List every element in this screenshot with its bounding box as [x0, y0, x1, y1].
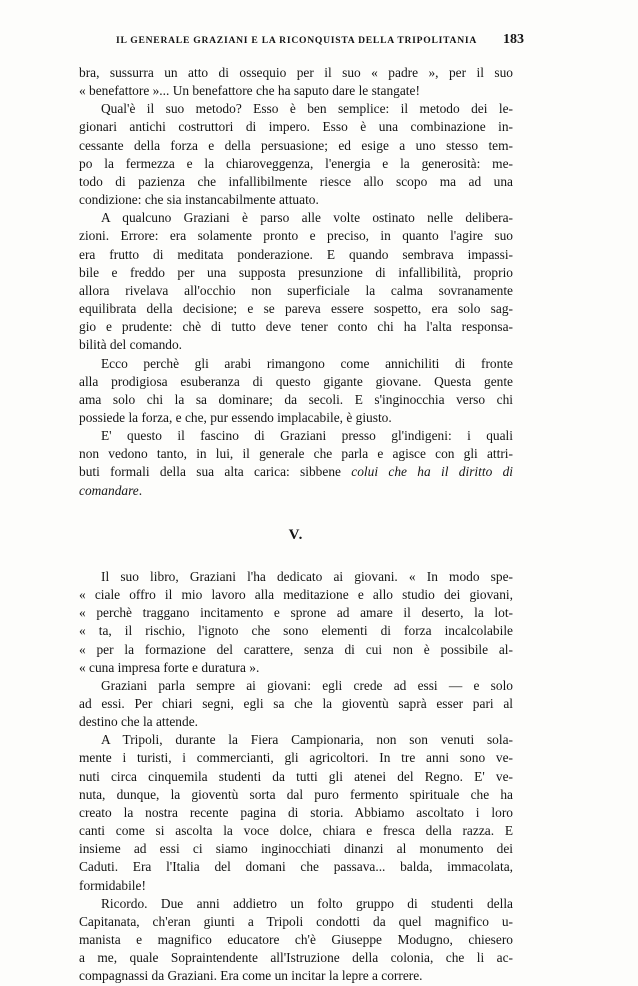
section-heading: V. [288, 526, 304, 543]
text-line: manista e magnifico educatore ch'è Giuseppe Modugno, chiesero [79, 932, 513, 948]
text-line: Il suo libro, Graziani l'ha dedicato ai giovani. « In modo spe- [101, 568, 513, 584]
text-line: destino che la attende. [79, 714, 198, 730]
text-line: ad essi. Per chiari segni, egli sa che la gioventù saprà esser pari al [79, 696, 513, 711]
text-line: non vedono tanto, in lui, il generale che parla e agisce con gli attri- [79, 446, 513, 462]
text-line: Qual'è il suo metodo? Esso è ben semplice: il metodo dei le- [101, 101, 513, 117]
italic-text: comandare [79, 482, 139, 498]
text-line: creato la nostra recente pagina di storia. Abbiamo ascoltato i loro [79, 804, 513, 820]
text-line: bile e freddo per una supposta presunzione di infallibilità, proprio [79, 264, 513, 280]
italic-text: colui che ha il diritto di [351, 464, 513, 480]
text-line: a me, quale Sopraintendente all'Istruzione della colonia, che li ac- [79, 950, 513, 966]
page-body [79, 64, 513, 986]
text-line: gio e prudente: chè di tutto deve tener conto chi ha l'alta responsa- [79, 319, 513, 335]
text-line: Ecco perchè gli arabi rimangono come annichiliti di fronte [101, 355, 513, 371]
text-line: Capitanata, ch'eran giunti a Tripoli condotti da quel magnifico u- [79, 913, 513, 929]
paragraph [79, 209, 513, 354]
text-line: bilità del comando. [79, 337, 183, 353]
paragraph [79, 427, 513, 500]
paragraph [79, 64, 513, 100]
text-line: cessante della forza e della persuasione; ed esige a uno stesso tem- [79, 137, 513, 153]
text-line: « cuna impresa forte e duratura ». [79, 659, 260, 675]
text-line: bra, sussurra un atto di ossequio per il suo « padre », per il suo [79, 65, 513, 80]
text-line [79, 482, 513, 500]
text-line: compagnassi da Graziani. Era come un incitar la lepre a correre. [79, 968, 423, 984]
text-line: « ciale offro il mio lavoro alla meditazione e allo studio dei giovani, [79, 587, 513, 603]
paragraph [79, 895, 513, 986]
text-line [79, 463, 513, 481]
text-line: todo di pazienza che infallibilmente riesce allo scopo ma ad una [79, 173, 513, 189]
text-line: A qualcuno Graziani è parso alle volte ostinato nelle delibera- [101, 210, 513, 226]
text-line: A Tripoli, durante la Fiera Campionaria, non son venuti sola- [101, 732, 513, 748]
text-line: formidabile! [79, 877, 146, 893]
text-line: equilibrata della decisione; e se pareva essere sospetto, era solo sag- [79, 301, 513, 317]
text-line: era frutto di meditata ponderazione. E quando sembrava impassi- [79, 246, 513, 262]
text-line: « perchè traggano incitamento e sprone ad amare il deserto, la lot- [79, 605, 513, 621]
text-line: nuta, dunque, la gioventù sorta dal puro fermento spirituale che ha [79, 786, 513, 802]
page-number: 183 [503, 32, 524, 47]
text-line: insieme ad essi ci siamo inginocchiati dinanzi al monumento dei [79, 841, 513, 857]
text-line: condizione: che sia instancabilmente attuato. [79, 192, 319, 208]
text-span: . [138, 482, 143, 498]
text-line: Graziani parla sempre ai giovani: egli crede ad essi — e solo [101, 677, 513, 693]
text-line: ama solo chi la sa dominare; da secoli. E s'inginocchia verso chi [79, 391, 513, 407]
text-line: mente i turisti, i commercianti, gli agricoltori. In tre anni sono ve- [79, 750, 513, 766]
page-header [96, 32, 524, 52]
text-line: Caduti. Era l'Italia del domani che passava... balda, immacolata, [79, 859, 513, 875]
text-line: E' questo il fascino di Graziani presso gl'indigeni: i quali [101, 428, 513, 444]
text-line: « ta, il rischio, l'ignoto che sono elementi di forza incalcolabile [79, 623, 513, 639]
paragraph [79, 731, 513, 894]
text-line: gionari antichi costruttori di impero. Esso è una combinazione in- [79, 119, 513, 135]
text-line: allora rivelava all'occhio non superficiale la calma sovranamente [79, 282, 513, 298]
text-line: nuti circa cinquemila studenti da tutti gli atenei del Regno. E' ve- [79, 768, 513, 784]
paragraph [79, 568, 513, 677]
paragraph [79, 100, 513, 209]
text-line: alla prodigiosa esuberanza di questo gigante giovane. Questa gente [79, 373, 513, 389]
text-line: « per la formazione del carattere, senza di cui non è possibile al- [79, 641, 513, 657]
text-line: zioni. Errore: era solamente pronto e preciso, in quanto l'agire suo [79, 228, 513, 244]
text-line: po la fermezza e la chiaroveggenza, l'energia e la generosità: me- [79, 155, 513, 171]
text-line: « benefattore »... Un benefattore che ha saputo dare le stangate! [79, 83, 420, 99]
text-span: buti formali della sua alta carica: sibbene [79, 464, 352, 480]
paragraph [79, 677, 513, 731]
text-line: Ricordo. Due anni addietro un folto gruppo di studenti della [101, 895, 513, 911]
text-line: canti come si ascolta la voce dolce, chiara e fresca della razza. E [79, 823, 513, 839]
text-line: possiede la forza, e che, pur essendo implacabile, è giusto. [79, 409, 392, 425]
paragraph [79, 355, 513, 428]
running-head: IL GENERALE GRAZIANI E LA RICONQUISTA DELLA TRIPOLITANIA [116, 35, 478, 46]
